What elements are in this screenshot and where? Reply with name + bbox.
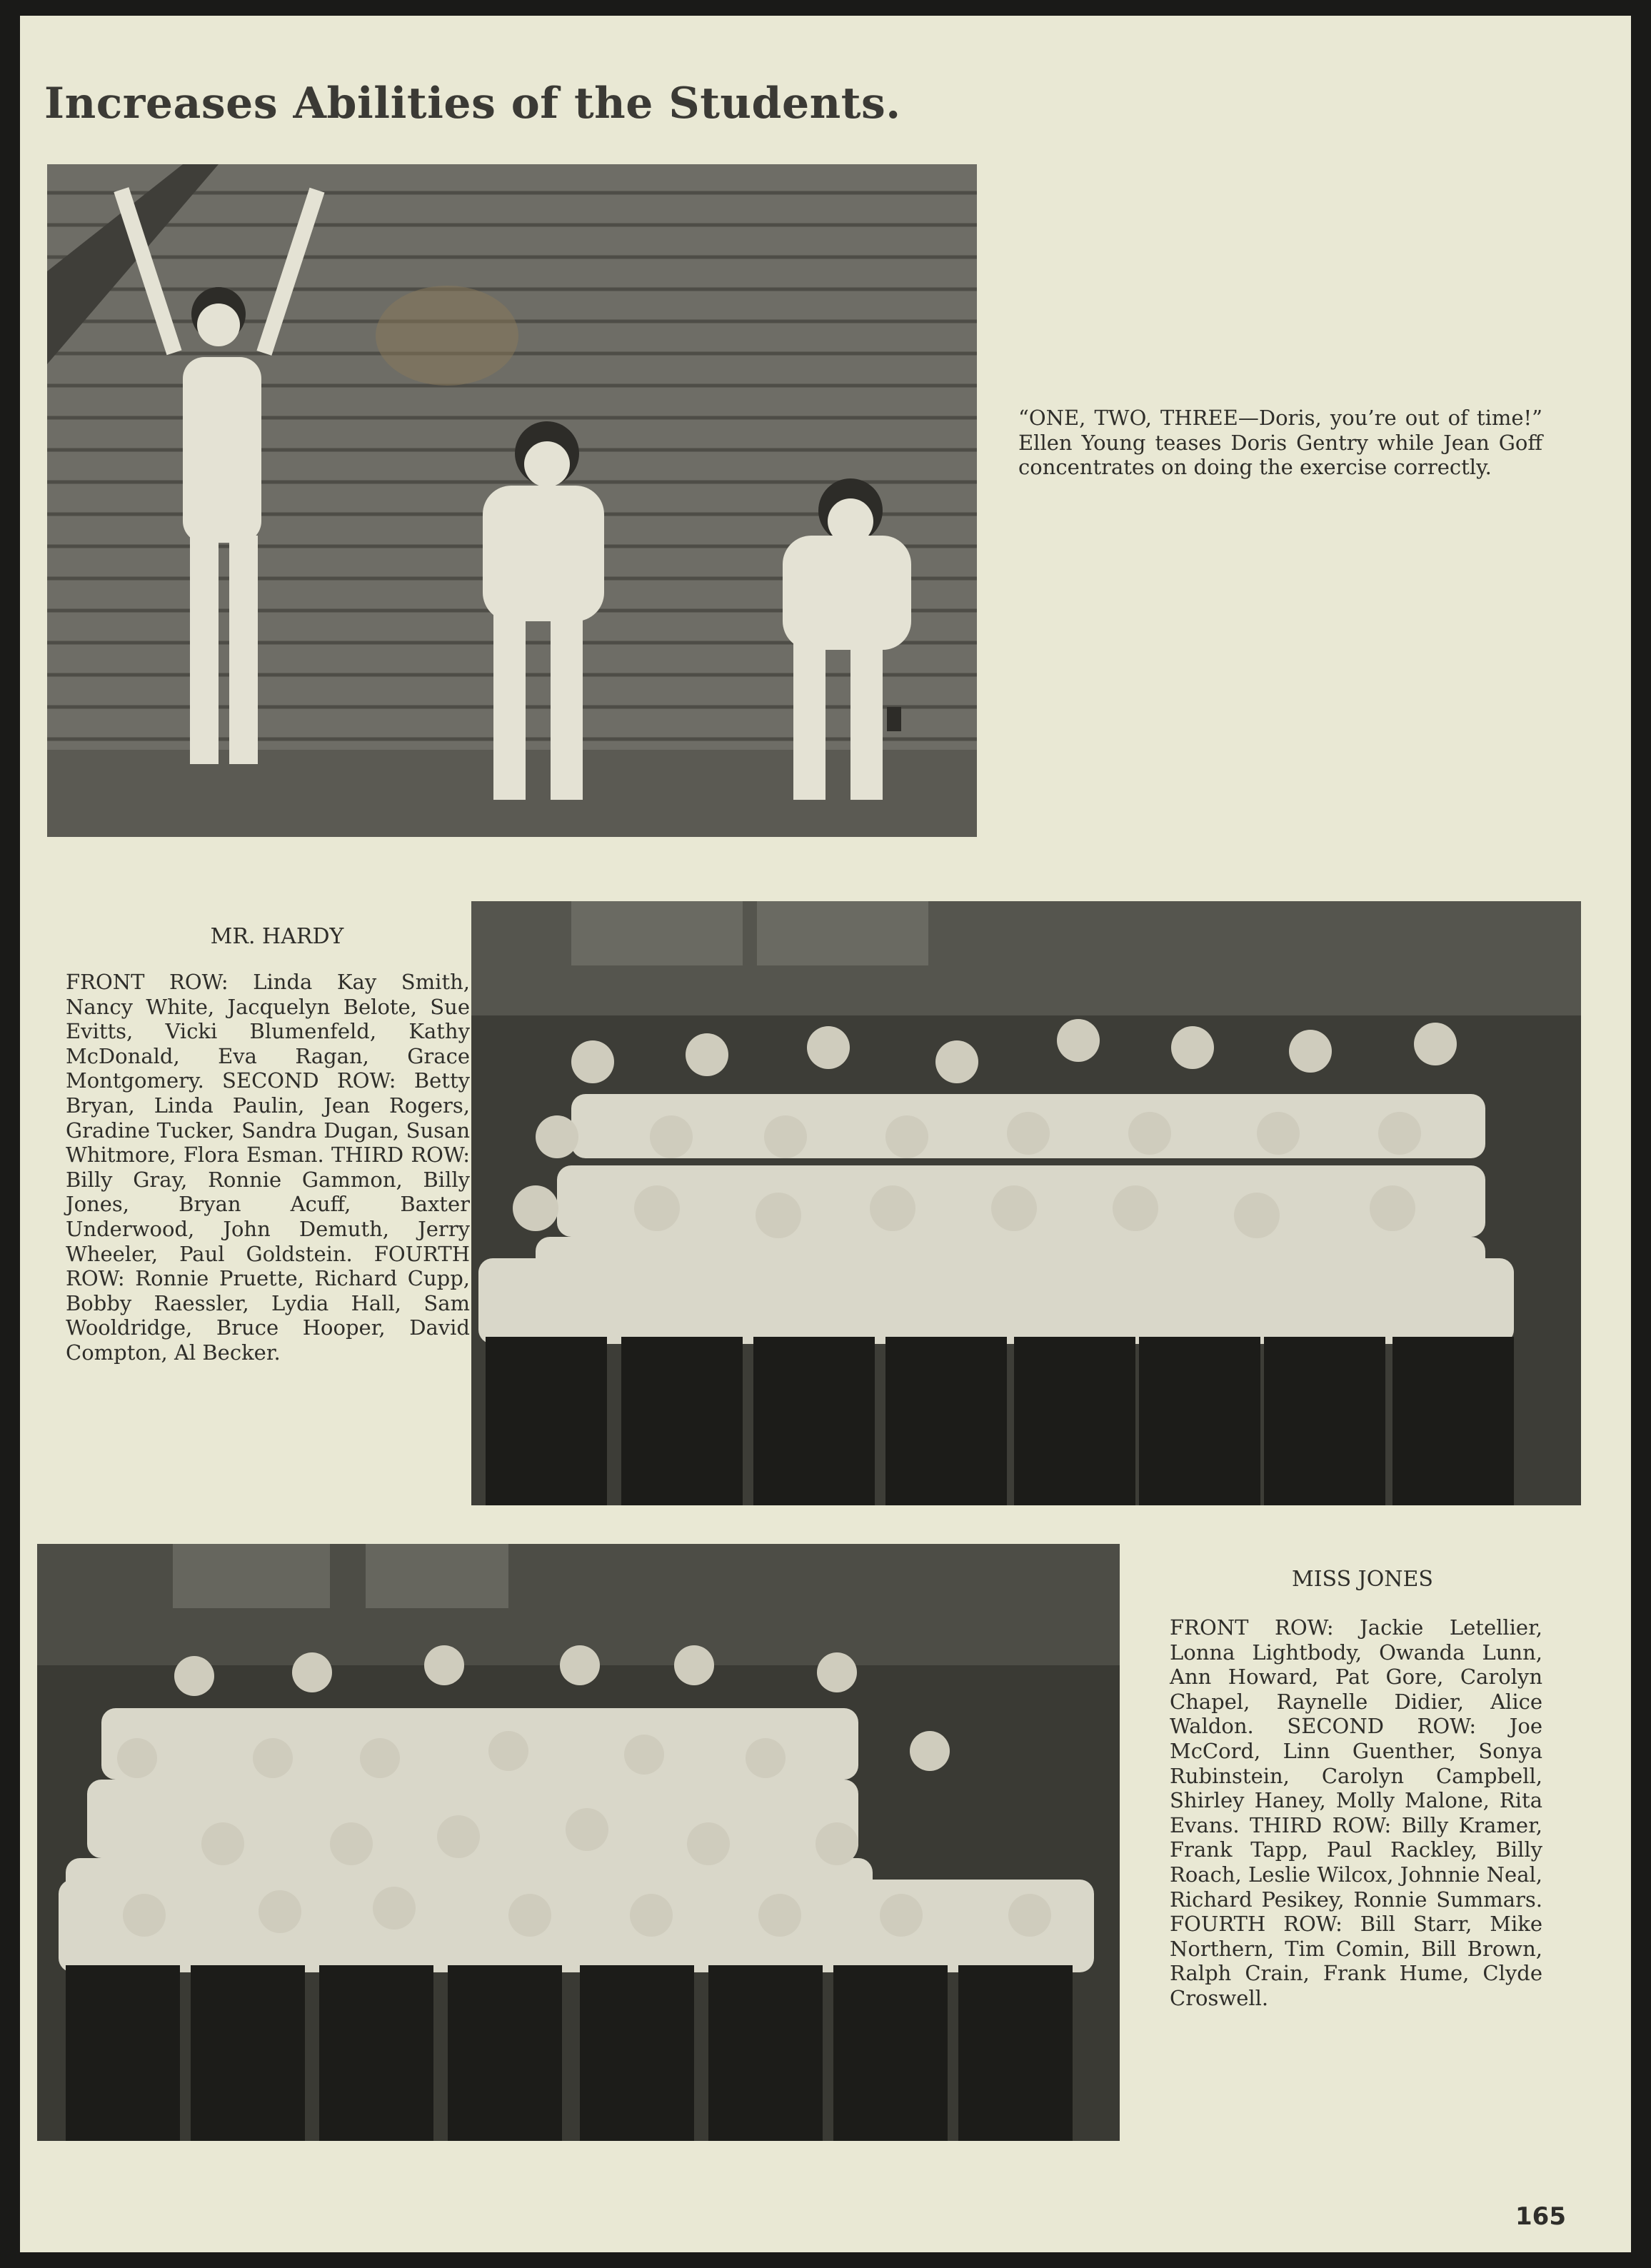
jones-group-photo [37,1544,1120,2141]
exercise-photo-image [47,164,977,837]
yearbook-page [20,16,1631,2252]
page-number: 165 [1515,2202,1566,2231]
hardy-group-title: MR. HARDY [210,924,344,949]
exercise-photo-caption: “ONE, TWO, THREE—Doris, you’re out of time!” Ellen Young teases Doris Gentry while Jean Goff concentrates on doing the exercise correctly. [1018,406,1542,480]
exercise-photo [47,164,977,837]
jones-group-title: MISS JONES [1291,1567,1433,1592]
jones-group-photo-image [37,1544,1120,2141]
jones-group-roster: FRONT ROW: Jackie Letellier, Lonna Lightbody, Owanda Lunn, Ann Howard, Pat Gore, Carolyn Chapel, Raynelle Didier, Alice Waldon. SECOND ROW: Joe McCord, Linn Guenther, Sonya Rubinstein, Carolyn Campbell, Shirley Haney, Molly Malone, Rita Evans. THIRD ROW: Billy Kramer, Frank Tapp, Paul Rackley, Billy Roach, Leslie Wilcox, Johnnie Neal, Richard Pesikey, Ronnie Summars. FOURTH ROW: Bill Starr, Mike Northern, Tim Comin, Bill Brown, Ralph Crain, Frank Hume, Clyde Croswell. [1170,1615,1542,2010]
page-headline: Increases Abilities of the Students. [44,79,901,129]
hardy-group-photo-image [471,901,1581,1505]
hardy-group-roster: FRONT ROW: Linda Kay Smith, Nancy White, Jacquelyn Belote, Sue Evitts, Vicki Blumenfeld, Kathy McDonald, Eva Ragan, Grace Montgomery. SECOND ROW: Betty Bryan, Linda Paulin, Jean Rogers, Gradine Tucker, Sandra Dugan, Susan Whitmore, Flora Esman. THIRD ROW: Billy Gray, Ronnie Gammon, Billy Jones, Bryan Acuff, Baxter Underwood, John Demuth, Jerry Wheeler, Paul Goldstein. FOURTH ROW: Ronnie Pruette, Richard Cupp, Bobby Raessler, Lydia Hall, Sam Wooldridge, Bruce Hooper, David Compton, Al Becker. [66,970,470,1365]
hardy-group-photo [471,901,1581,1505]
